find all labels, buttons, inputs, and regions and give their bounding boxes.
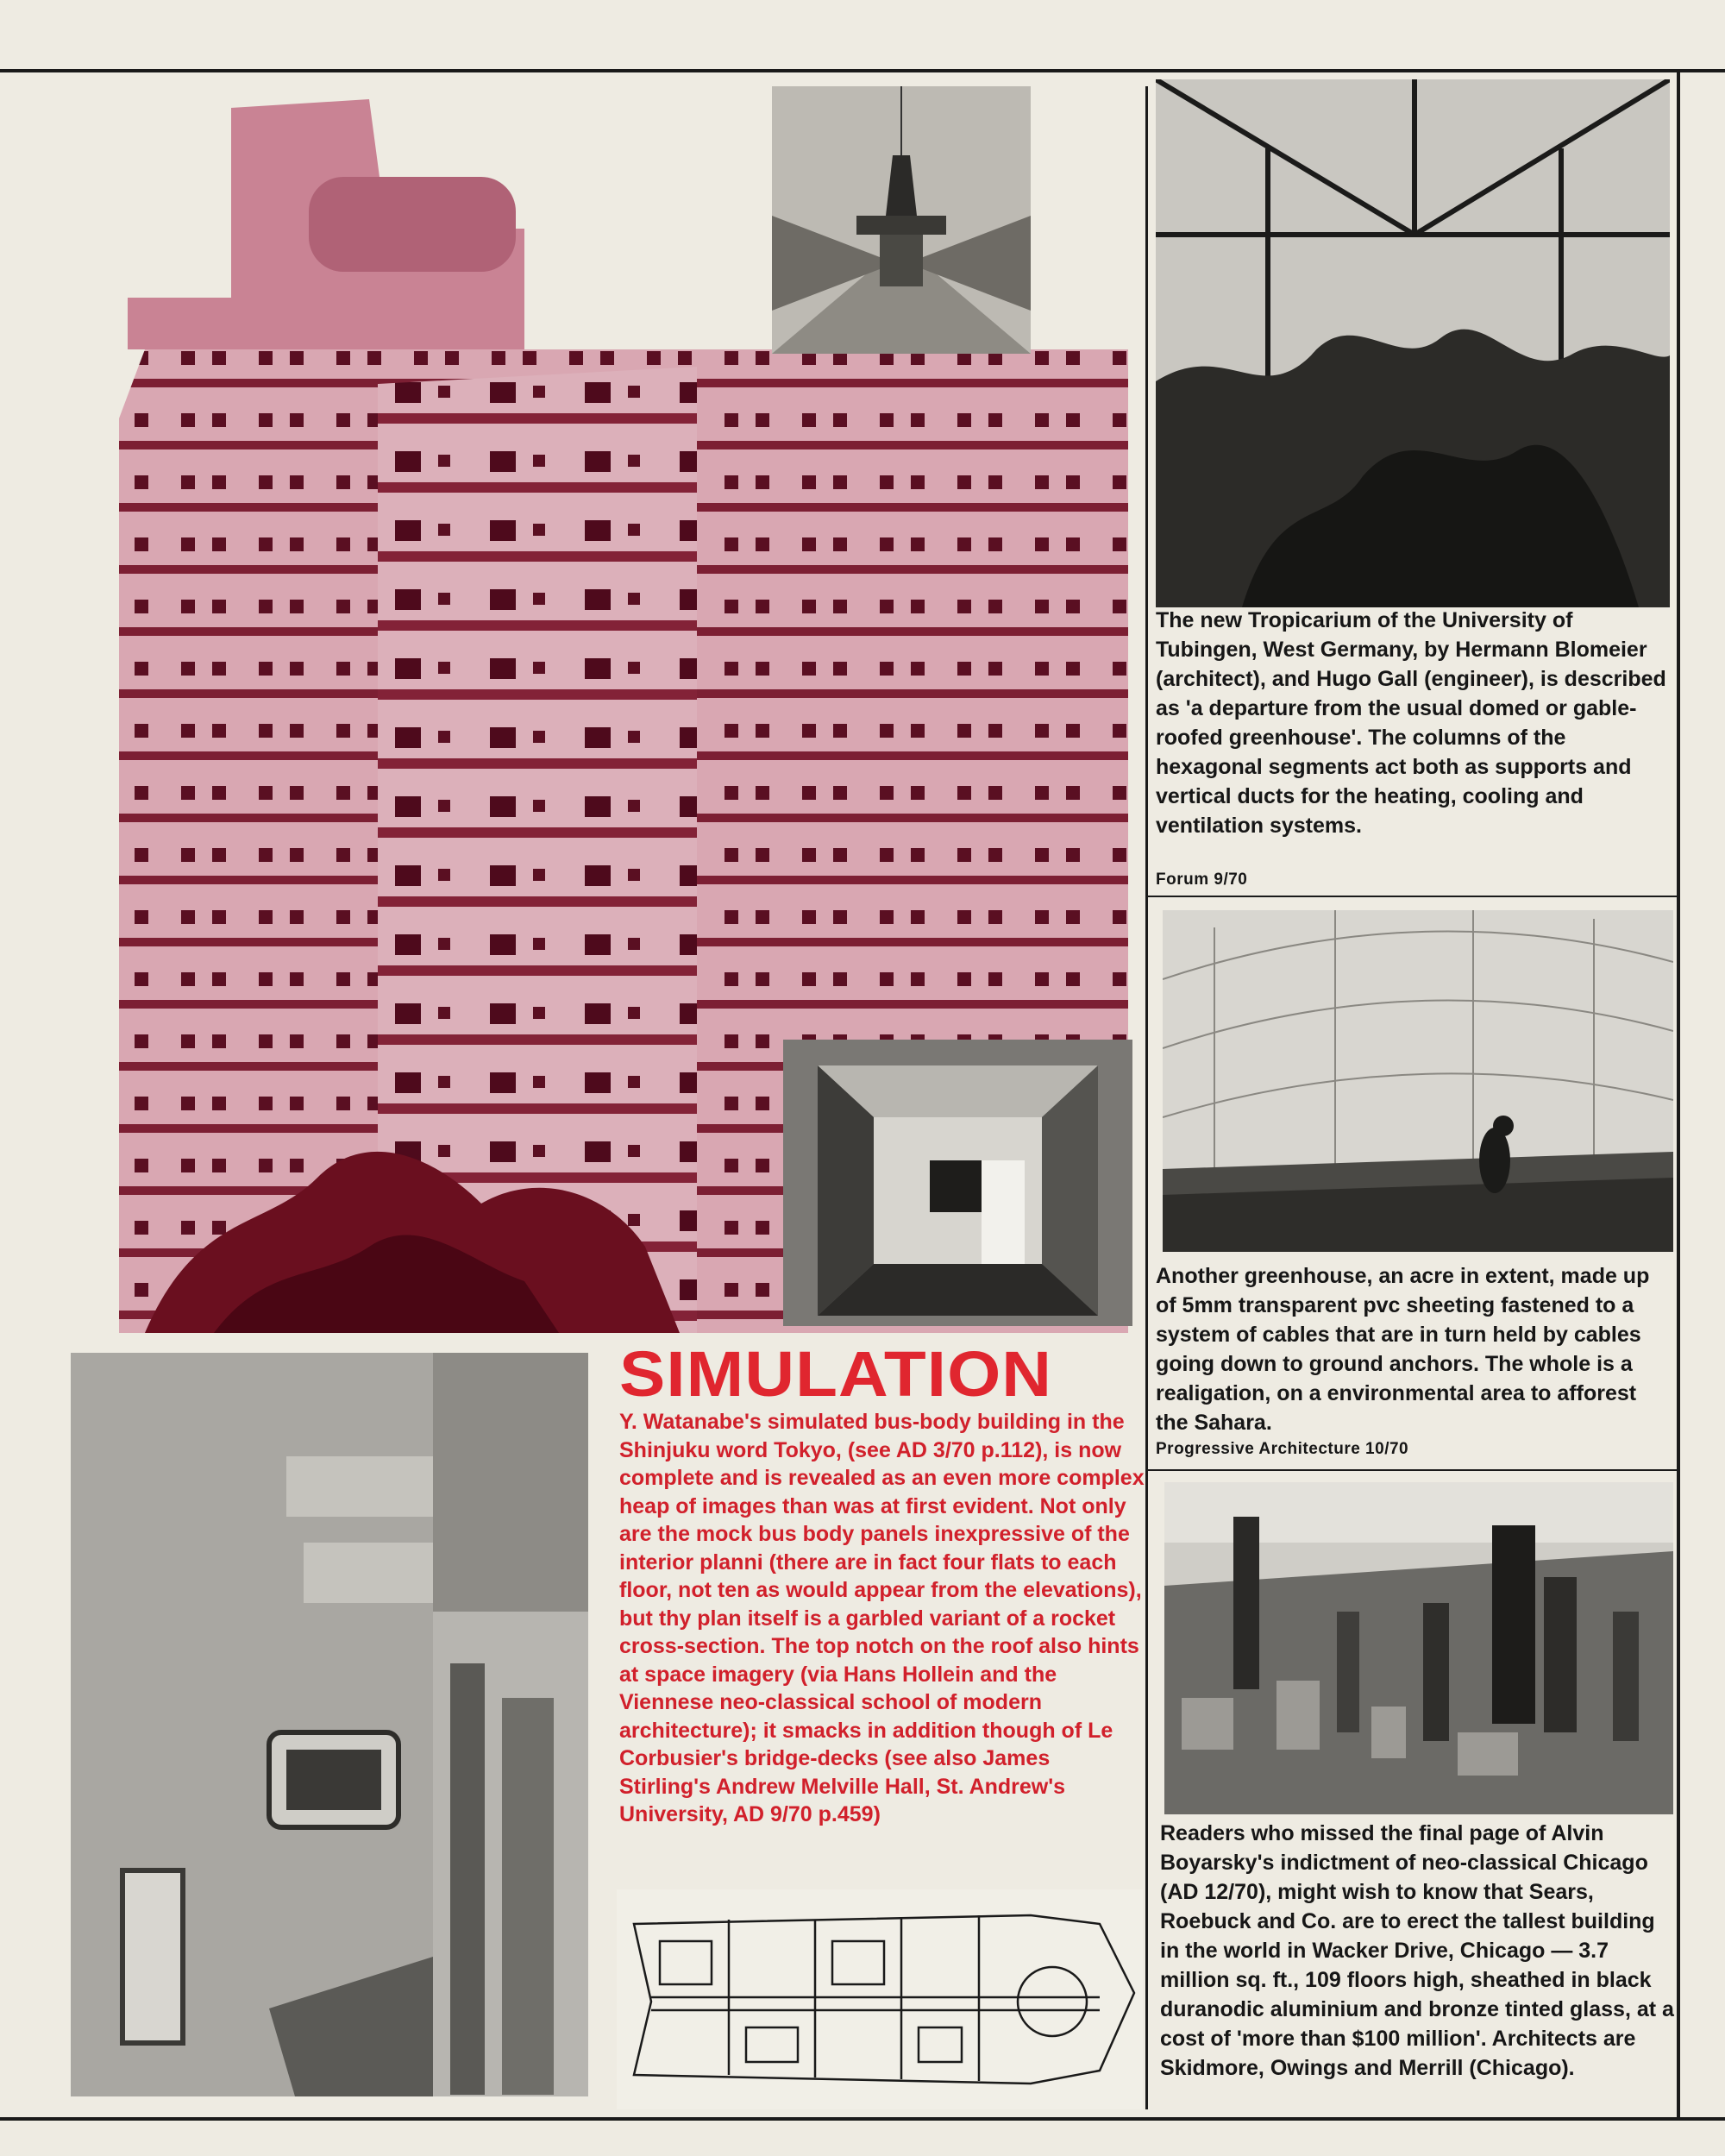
greenhouse-source: Progressive Architecture 10/70	[1156, 1440, 1409, 1458]
top-rule	[0, 69, 1725, 72]
sidebar-divider-2	[1148, 1469, 1677, 1471]
chicago-aerial-photo	[1164, 1482, 1673, 1814]
floor-plan-drawing	[617, 1889, 1143, 2109]
article-body-text: Y. Watanabe's simulated bus-body building in the Shinjuku word Tokyo, (see AD 3/70 p.112), is now complete and is revealed as an even more complex heap of images than was at first evident. Not only are the mock bus body panels inexpressive of the interior planni (there are in fact four flats to each floor, not ten as would appear from the elevations), but thy plan itself is a garbled variant of a rocket cross-section. The top notch on the roof also hints at space imagery (via Hans Hollein and the Viennese neo-classical school of modern architecture); it smacks in addition though of Le Corbusier's bridge-decks (see also James Stirling's Andrew Melville Hall, St. Andrew's University, AD 9/70 p.459)	[619, 1410, 1145, 1826]
tropicarium-photo	[1156, 79, 1670, 607]
pvc-greenhouse-photo	[1163, 910, 1673, 1252]
tropicarium-source: Forum 9/70	[1156, 871, 1248, 889]
column-divider	[1145, 86, 1148, 2109]
balcony-view-photo	[71, 1353, 588, 2096]
chicago-caption: Readers who missed the final page of Alvin Boyarsky's indictment of neo-classical Chicago (AD 12/70), might wish to know that Sears, Roebuck and Co. are to erect the tallest building in the world in Wacker Drive, Chicago — 3.7 million sq. ft., 109 floors high, sheathed in black duranodic aluminium and bronze tinted glass, at a cost of 'more than $100 million'. Architects are Skidmore, Owings and Merrill (Chicago).	[1160, 1821, 1674, 2080]
sidebar-divider-1	[1148, 896, 1677, 897]
interior-flat-photo	[783, 1040, 1132, 1326]
bottom-rule	[0, 2117, 1725, 2121]
tropicarium-caption: The new Tropicarium of the University of Tubingen, West Germany, by Hermann Blomeier (architect), and Hugo Gall (engineer), is described as 'a departure from the usual domed or gable-roofed greenhouse'. The columns of the hexagonal segments act both as supports and vertical ducts for the heating, cooling and ventilation systems.	[1156, 608, 1666, 838]
right-edge-rule	[1677, 72, 1680, 2117]
article-headline: SIMULATION	[619, 1338, 1053, 1410]
article-body	[619, 1408, 1145, 1829]
greenhouse-caption: Another greenhouse, an acre in extent, made up of 5mm transparent pvc sheeting fastened to a system of cables that are in turn held by cables going down to ground anchors. The whole is a realigation, on a environmental area to afforest the Sahara.	[1156, 1264, 1650, 1435]
rocket-interior-photo	[772, 86, 1031, 354]
